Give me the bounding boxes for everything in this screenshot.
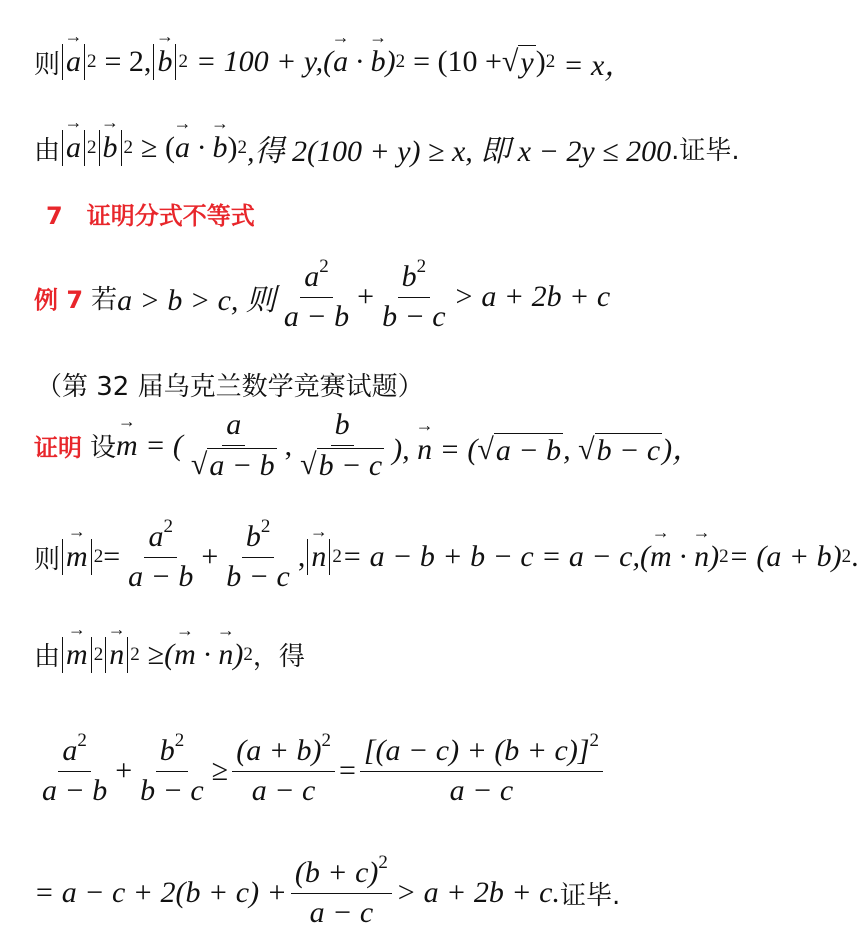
text: = a − b + b − c = a − c, (341, 540, 640, 573)
text: = x， (563, 49, 635, 82)
text-qed: .证毕. (671, 135, 740, 166)
text-ruo: 若 (91, 284, 118, 315)
source-line (36, 366, 824, 403)
fraction-b-over-sqrt: b √ b − c (300, 408, 383, 482)
text-de: ，得 (252, 642, 305, 672)
text-condition: a > b > c, 则 (117, 284, 276, 317)
text-qed: 证毕. (559, 880, 621, 911)
equation-line-6: 则 → m 2 = $\frac{a^2}{a - b}$ + $\frac{b^2}{b - c}$ , → n 2 = a − b + b − c = a − c, (→ m · → n) 2 = (a + b) 2 . (34, 520, 824, 594)
text: ,得 2(100 + y) ≥ x, 即 x − 2y ≤ 200 (246, 135, 672, 168)
fraction-b2-over-b-c: $\frac{b^2}{b - c}$ (226, 516, 290, 593)
equation-line-8: $\frac{a^2}{a - b}$ + $\frac{b^2}{b - c}$ ≥ $\frac{(a + b)^2}{a - c}$ = $\frac{[(a - c) + (b + c)]^2}{a - c}$ (34, 734, 824, 808)
text-ze: 则 (34, 544, 61, 575)
text-eq: = (338, 754, 356, 787)
text-ge: ≥ (211, 754, 229, 787)
section-title-text: 7 证明分式不等式 (46, 202, 255, 230)
abs-vector-a (62, 44, 85, 80)
text: ) (535, 45, 546, 78)
equation-line-9 (34, 852, 824, 930)
text-you: 由 (34, 135, 61, 166)
abs-vector-b (153, 44, 176, 80)
proof-line-1: 证明 设 → m = ( a √ a − b , b √ b − c ), → n = ( √ a − b , √ b − c )， (34, 408, 824, 483)
equation-line-7: 由 → m 2 → n 2 ≥ (→ m · → n) 2 ，得 (34, 636, 824, 673)
text-plus: + (357, 280, 375, 313)
dot-product-mn: (→ m · → n) (640, 540, 719, 574)
text-end: > a + 2b + c. (395, 876, 560, 909)
abs-vector-n: → n (105, 637, 128, 673)
abs-vector-m: → m (62, 637, 92, 673)
abs-vector-m: → m (62, 539, 92, 575)
dot-product-mn: (→ m · → n) (164, 638, 243, 672)
text: = 2, (104, 45, 152, 78)
fraction-b2-over-b-c: $\frac{b^2}{b - c}$ (382, 256, 446, 333)
abs-vector-b: → b (99, 130, 122, 166)
proof-label: 证明 (34, 434, 82, 462)
text-start: = a − c + 2(b + c) + (34, 876, 287, 909)
dot-product-ab: → a · → b (175, 131, 228, 165)
text-she: 设 (90, 433, 117, 463)
fraction-a-over-sqrt: a √ a − b (190, 408, 275, 482)
vector-n-def: ), → n = ( √ a − b , √ b − c )， (392, 424, 702, 468)
fraction-bracket-sq: $\frac{[(a - c) + (b + c)]^2}{a - c}$ (360, 734, 603, 808)
example-label: 例 7 (34, 285, 84, 314)
text-ze: 则 (34, 49, 61, 80)
example-7-line (34, 256, 824, 334)
fraction-a2-over-a-b: $\frac{a^2}{a - b}$ (128, 516, 194, 593)
fraction-a2-over-a-b: $\frac{a^2}{a - b}$ (283, 256, 350, 333)
text-rhs: > a + 2b + c (453, 280, 611, 313)
fraction-a-plus-b-sq: $\frac{(a + b)^2}{a - c}$ (232, 734, 335, 808)
sqrt-y: √ y (501, 44, 534, 79)
fraction-a2-over-a-b: $\frac{a^2}{a - b}$ (42, 730, 108, 807)
section-title (46, 196, 824, 231)
text: = (10 + (413, 45, 502, 78)
fraction-b2-over-b-c: $\frac{b^2}{b - c}$ (140, 730, 204, 807)
equation-line-1: 则 → a 2 = 2, → b 2 = 100 + y, (→ a · → b) 2 = (10 + √ y ) 2 = x， (34, 40, 824, 84)
vector-a: → a (66, 44, 81, 80)
abs-vector-n: → n (307, 539, 330, 575)
text: = 100 + y, (195, 45, 324, 78)
text: ≥ ( (141, 131, 175, 164)
vector-b: → b (157, 44, 172, 80)
abs-vector-a: → a (62, 130, 85, 166)
dot-product-ab: (→ a · → b) (323, 45, 396, 79)
text: = (a + b) (728, 540, 842, 573)
text-you: 由 (34, 642, 61, 672)
equation-line-2: 由 → a 2 → b 2 ≥ ( → a · → b ) 2 ,得 2(100 + y) ≥ x, 即 x − 2y ≤ 200 .证毕. (34, 126, 824, 170)
fraction-b-plus-c-sq: $\frac{(b + c)^2}{a - c}$ (291, 856, 392, 930)
vector-m-def: → m = ( (116, 429, 183, 463)
source-text: （第 32 届乌克兰数学竞赛试题） (36, 372, 424, 402)
